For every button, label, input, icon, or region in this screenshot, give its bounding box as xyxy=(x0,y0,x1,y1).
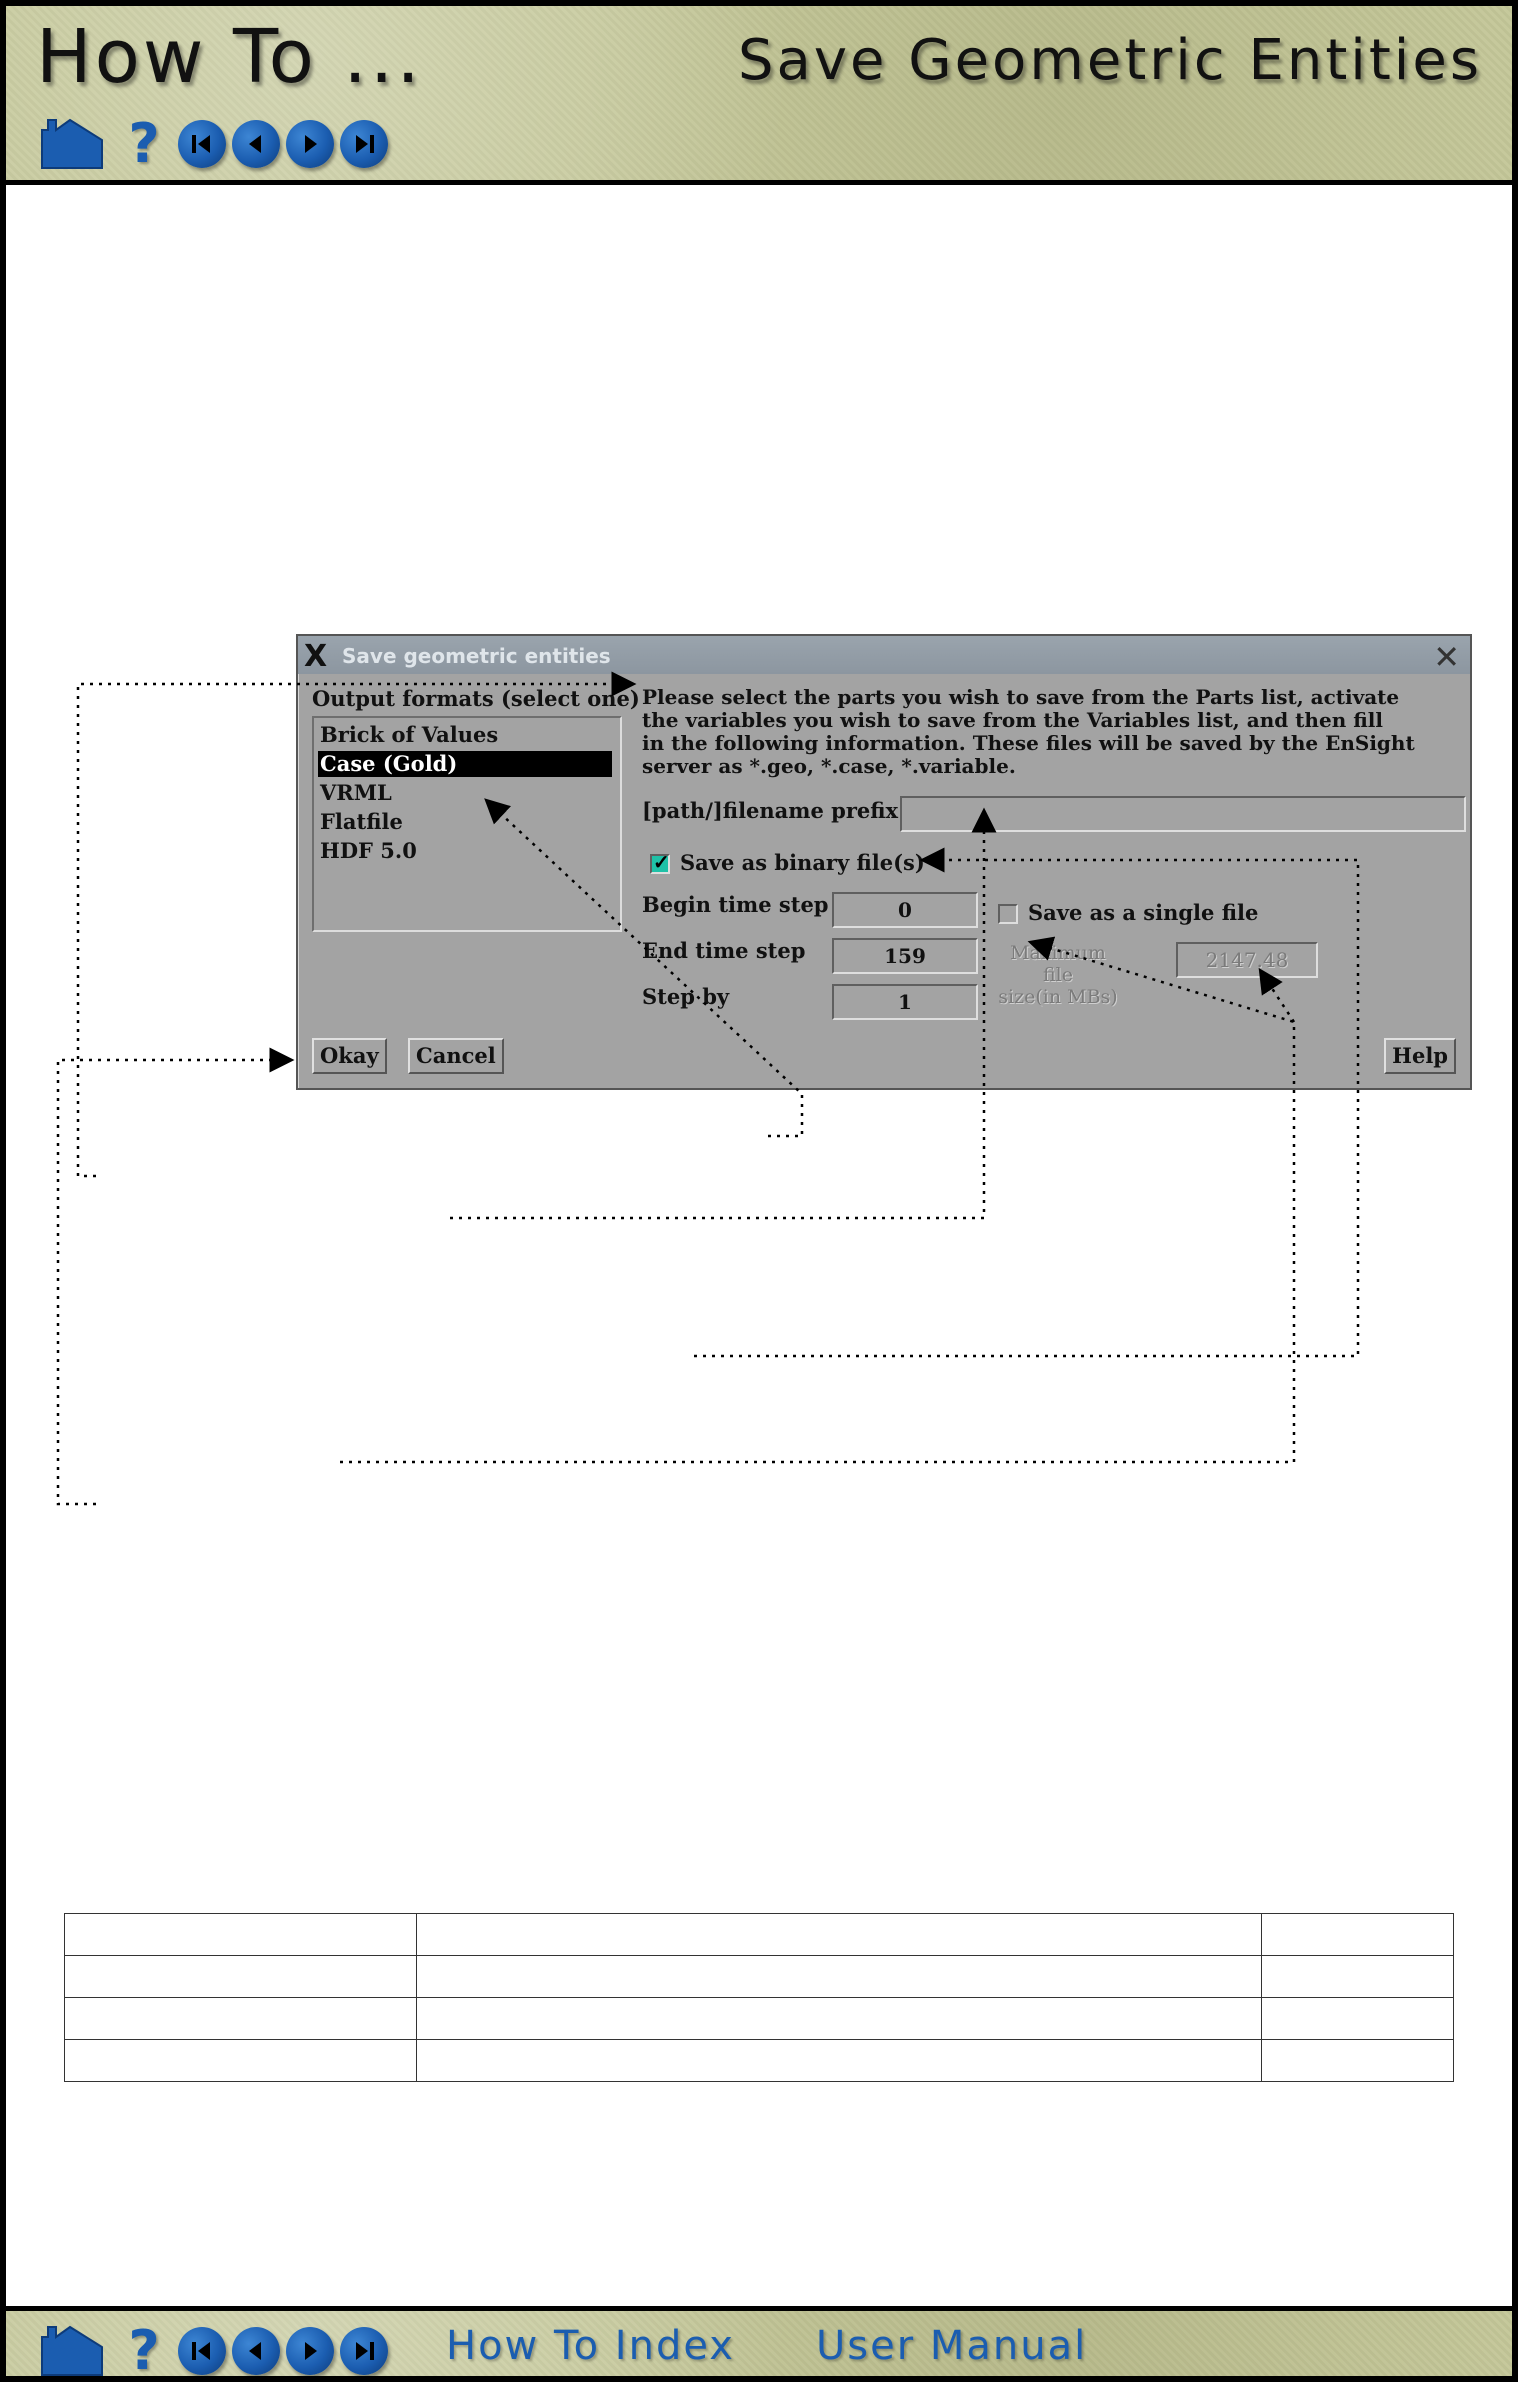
first-page-icon[interactable] xyxy=(178,2327,226,2375)
instructions-line: server as *.geo, *.case, *.variable. xyxy=(642,754,1016,778)
leader-filename-prefix xyxy=(450,810,984,1218)
table-cell xyxy=(416,1914,1261,1956)
table-row xyxy=(65,1914,1454,1956)
begin-time-step-label: Begin time step xyxy=(642,892,829,917)
table-cell xyxy=(416,1998,1261,2040)
table-row xyxy=(65,1998,1454,2040)
next-page-icon[interactable] xyxy=(286,2327,334,2375)
help-button[interactable]: Help xyxy=(1384,1038,1456,1074)
begin-time-step-input[interactable]: 0 xyxy=(832,892,978,928)
table-row xyxy=(65,1956,1454,1998)
single-file-label: Save as a single file xyxy=(1028,900,1259,925)
home-icon[interactable] xyxy=(40,2325,104,2377)
table-cell xyxy=(1262,1956,1454,1998)
table-cell xyxy=(65,1998,417,2040)
footer-banner xyxy=(6,2306,1512,2381)
step-by-label: Step by xyxy=(642,984,730,1009)
filename-prefix-label: [path/]filename prefix xyxy=(642,798,899,823)
bottom-nav-bar xyxy=(40,2319,388,2382)
howto-index-link[interactable]: How To Index xyxy=(446,2323,735,2369)
table-cell xyxy=(1262,1998,1454,2040)
leader-binary-checkbox xyxy=(694,860,1358,1356)
save-binary-label: Save as binary file(s) xyxy=(680,850,925,875)
cancel-button[interactable]: Cancel xyxy=(408,1038,504,1074)
okay-button[interactable]: Okay xyxy=(312,1038,387,1074)
help-icon[interactable]: ? xyxy=(128,112,160,175)
last-page-icon[interactable] xyxy=(340,2327,388,2375)
table-cell xyxy=(416,1956,1261,1998)
instructions-line: in the following information. These files will be saved by the EnSight xyxy=(642,731,1415,755)
instructions-line: Please select the parts you wish to save from the Parts list, activate xyxy=(642,685,1400,709)
list-item[interactable]: Brick of Values xyxy=(320,722,499,747)
user-manual-link[interactable]: User Manual xyxy=(816,2323,1088,2369)
leader-format-list xyxy=(486,800,802,1136)
max-file-size-label-line: size(in MBs) xyxy=(998,986,1118,1008)
end-time-step-label: End time step xyxy=(642,938,806,963)
table-cell xyxy=(65,1914,417,1956)
section-title: How To ... xyxy=(36,14,423,100)
x-window-logo-icon: X xyxy=(304,639,328,674)
list-item[interactable]: VRML xyxy=(320,780,392,805)
close-icon[interactable]: ✕ xyxy=(1433,638,1460,676)
list-item[interactable]: Flatfile xyxy=(320,809,403,834)
table-cell xyxy=(1262,2040,1454,2082)
max-file-size-label-line: Maximum file xyxy=(1010,942,1106,986)
instructions-line: the variables you wish to save from the Variables list, and then fill xyxy=(642,708,1383,732)
list-item[interactable]: HDF 5.0 xyxy=(320,838,417,863)
table-cell xyxy=(1262,1914,1454,1956)
step-by-input[interactable]: 1 xyxy=(832,984,978,1020)
end-time-step-input[interactable]: 159 xyxy=(832,938,978,974)
checkmark-icon: ✓ xyxy=(653,850,670,874)
table-cell xyxy=(416,2040,1261,2082)
leader-okay-button xyxy=(58,1060,292,1504)
table-cell xyxy=(65,1956,417,1998)
help-icon[interactable]: ? xyxy=(128,2319,160,2382)
dialog-title: Save geometric entities xyxy=(342,644,611,668)
reference-table xyxy=(64,1913,1454,2082)
table-cell xyxy=(65,2040,417,2082)
previous-page-icon[interactable] xyxy=(232,2327,280,2375)
list-item-selected[interactable]: Case (Gold) xyxy=(318,751,612,777)
leader-max-size xyxy=(340,942,1294,1462)
output-formats-label: Output formats (select one) xyxy=(312,686,640,711)
max-file-size-input[interactable]: 2147.48 xyxy=(1176,942,1318,978)
leader-output-formats xyxy=(78,684,634,1176)
page-title: Save Geometric Entities xyxy=(737,28,1482,93)
table-row xyxy=(65,2040,1454,2082)
